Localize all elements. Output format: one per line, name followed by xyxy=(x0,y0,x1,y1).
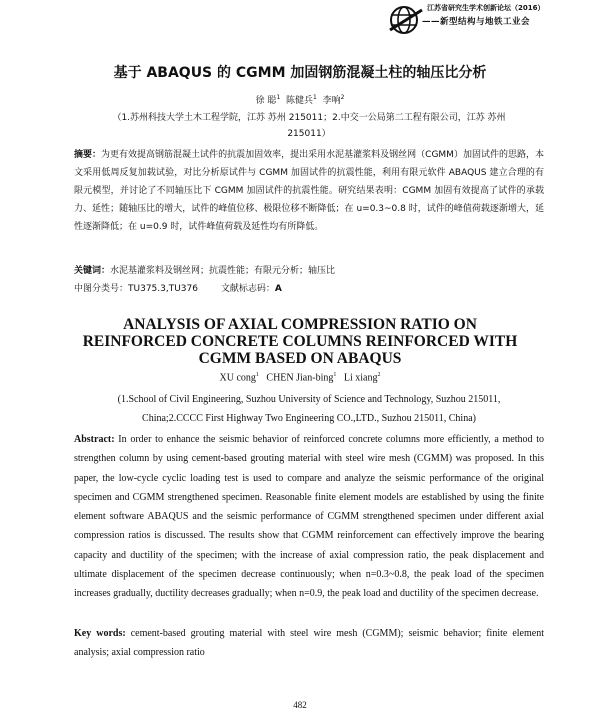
en-author-sup: 1 xyxy=(255,372,259,378)
en-authors xyxy=(0,372,600,383)
en-abstract xyxy=(74,430,544,604)
cn-affiliation-line: （1.苏州科技大学土木工程学院，江苏 苏州 215011；2.中交一公局第二工程有限公司，江苏 苏州 xyxy=(112,113,506,123)
cn-keywords-text: 水泥基灌浆料及钢丝网；抗震性能；有限元分析；轴压比 xyxy=(110,266,336,276)
cn-keywords xyxy=(74,262,544,280)
page-number: 482 xyxy=(293,700,307,710)
en-abstract-label: Abstract: xyxy=(74,434,115,445)
en-author-sup: 1 xyxy=(333,372,337,378)
en-author-name: XU cong xyxy=(219,372,256,384)
forum-logo-icon xyxy=(388,4,424,36)
cn-author-sup: 2 xyxy=(340,94,345,101)
cn-class-text: TU375.3,TU376 xyxy=(128,284,198,294)
en-title xyxy=(0,316,600,367)
en-keywords xyxy=(74,624,544,663)
cn-affiliation-line: 215011） xyxy=(287,129,331,139)
header-forum-subtitle: ——新型结构与地铁工业会 xyxy=(422,17,531,27)
en-title-line: ANALYSIS OF AXIAL COMPRESSION RATIO ON xyxy=(123,316,477,333)
en-keywords-text: cement-based grouting material with steel wire mesh (CGMM); seismic behavior; finite element analysis; axial compression ratio xyxy=(74,628,544,659)
cn-abstract-text: 为更有效提高钢筋混凝土试件的抗震加固效率，提出采用水泥基灌浆料及钢丝网（CGMM）加固试件的思路，本文采用低周反复加载试验，对比分析原试件与 CGMM 加固试件的抗震性能，利用有限元软件 ABAQUS 建立合理的有限元模型，并讨论了不同轴压比下 CGMM 加固试件的抗震性能。研究结果表明：CGMM 加固有效提高了试件的承载力、延性；随轴压比的增大，试件的峰值位移、极限位移不断降低；在 u=0.3~0.8 时，试件的峰值荷载逐渐增大，延性逐渐降低；在 u=0.9 时，试件峰值荷载及延性均有所降低。 xyxy=(74,150,544,232)
header-forum-name: 江苏省研究生学术创新论坛（2016） xyxy=(427,4,545,12)
en-author-name: CHEN Jian-bing xyxy=(266,372,334,384)
en-affiliation-line: (1.School of Civil Engineering, Suzhou University of Science and Technology, Suzhou 215011, xyxy=(117,394,501,405)
cn-keywords-label: 关键词： xyxy=(74,266,111,276)
cn-author-name: 徐 聪 xyxy=(255,96,277,106)
cn-author-sup: 1 xyxy=(313,94,317,101)
en-title-line: REINFORCED CONCRETE COLUMNS REINFORCED WITH xyxy=(82,333,518,350)
cn-author-name: 陈健兵 xyxy=(286,96,314,106)
en-author-sup: 2 xyxy=(377,372,381,378)
cn-affiliation xyxy=(74,110,544,142)
cn-doc-label: 文献标志码： xyxy=(220,284,275,294)
cn-author-sup: 1 xyxy=(276,94,281,101)
cn-abstract xyxy=(74,146,544,236)
en-affiliation xyxy=(74,390,544,428)
en-author-name: Li xiang xyxy=(343,372,378,384)
cn-title: 基于 ABAQUS 的 CGMM 加固钢筋混凝土柱的轴压比分析 xyxy=(113,65,487,81)
en-affiliation-line: China;2.CCCC First Highway Two Engineering CO.,LTD., Suzhou 215011, China) xyxy=(142,413,476,424)
cn-doc-text: A xyxy=(274,284,282,294)
cn-abstract-label: 摘要： xyxy=(74,150,102,160)
cn-classification xyxy=(74,280,544,298)
en-abstract-text: In order to enhance the seismic behavior of reinforced concrete columns more efficiently, a method to strengthen column by using cement-based grouting material with steel wire mesh (CGMM) was proposed. In this paper, the low-cycle cyclic loading test is used to compare and analyze the seismic performance of the original specimen and CGMM strengthened specimen. Reasonable finite element models are established by using the finite element software ABAQUS and the seismic performance of CGMM strengthened specimen under different axial compression ratios is discussed. The results show that CGMM reinforcement can effectively improve the bearing capacity and ductility of the specimen; with the increase of axial compression ratio, the peak displacement and ultimate displacement of the specimen decrease continuously; when n=0.3~0.8, the peak load of the specimen increases gradually, ductility decreases gradually; when n=0.9, the peak load and ductility of the specimen decrease. xyxy=(74,434,545,600)
cn-author-name: 李响 xyxy=(322,96,341,106)
en-keywords-label: Key words: xyxy=(74,628,126,639)
cn-authors xyxy=(0,93,600,106)
cn-class-label: 中图分类号： xyxy=(74,284,129,294)
en-title-line: CGMM BASED ON ABAQUS xyxy=(198,350,402,367)
